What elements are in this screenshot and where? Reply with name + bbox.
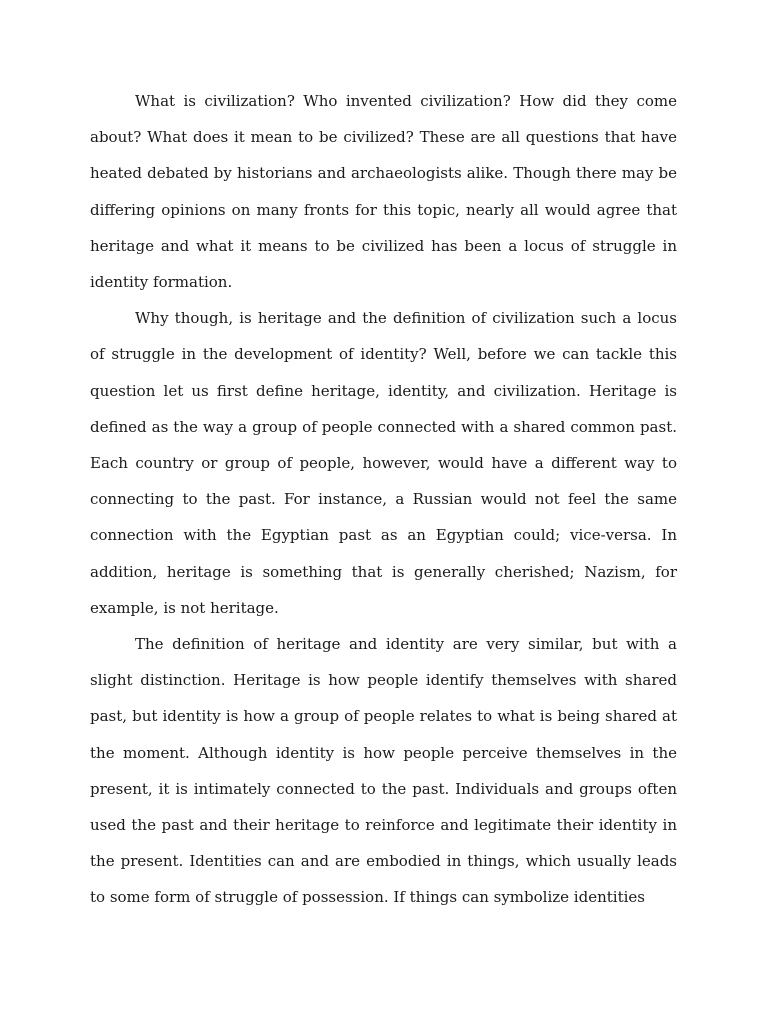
body-text [90,83,677,916]
paragraph-2: Why though, is heritage and the definition of civilization such a locus of struggle in the development of identity? Well, before we can tackle this question let us first define heritage, identity, and civilization. Heritage is defined as the way a group of people connected with a shared common past. Each country or group of people, however, would have a different way to connecting to the past. For instance, a Russian would not feel the same connection with the Egyptian past as an Egyptian could; vice-versa. In addition, heritage is something that is generally cherished; Nazism, for example, is not heritage. [90,309,677,617]
paragraph-1: What is civilization? Who invented civilization? How did they come about? What does it mean to be civilized? These are all questions that have heated debated by historians and archaeologists alike. Though there may be differing opinions on many fronts for this topic, nearly all would agree that heritage and what it means to be civilized has been a locus of struggle in identity formation. [90,92,677,292]
paragraph-3: The definition of heritage and identity are very similar, but with a slight distinction. Heritage is how people identify themselves with shared past, but identity is how a group of people relates to what is being shared at the moment. Although identity is how people perceive themselves in the present, it is intimately connected to the past. Individuals and groups often used the past and their heritage to reinforce and legitimate their identity in the present. Identities can and are embodied in things, which usually leads to some form of struggle of possession. If things can symbolize identities [90,635,677,907]
